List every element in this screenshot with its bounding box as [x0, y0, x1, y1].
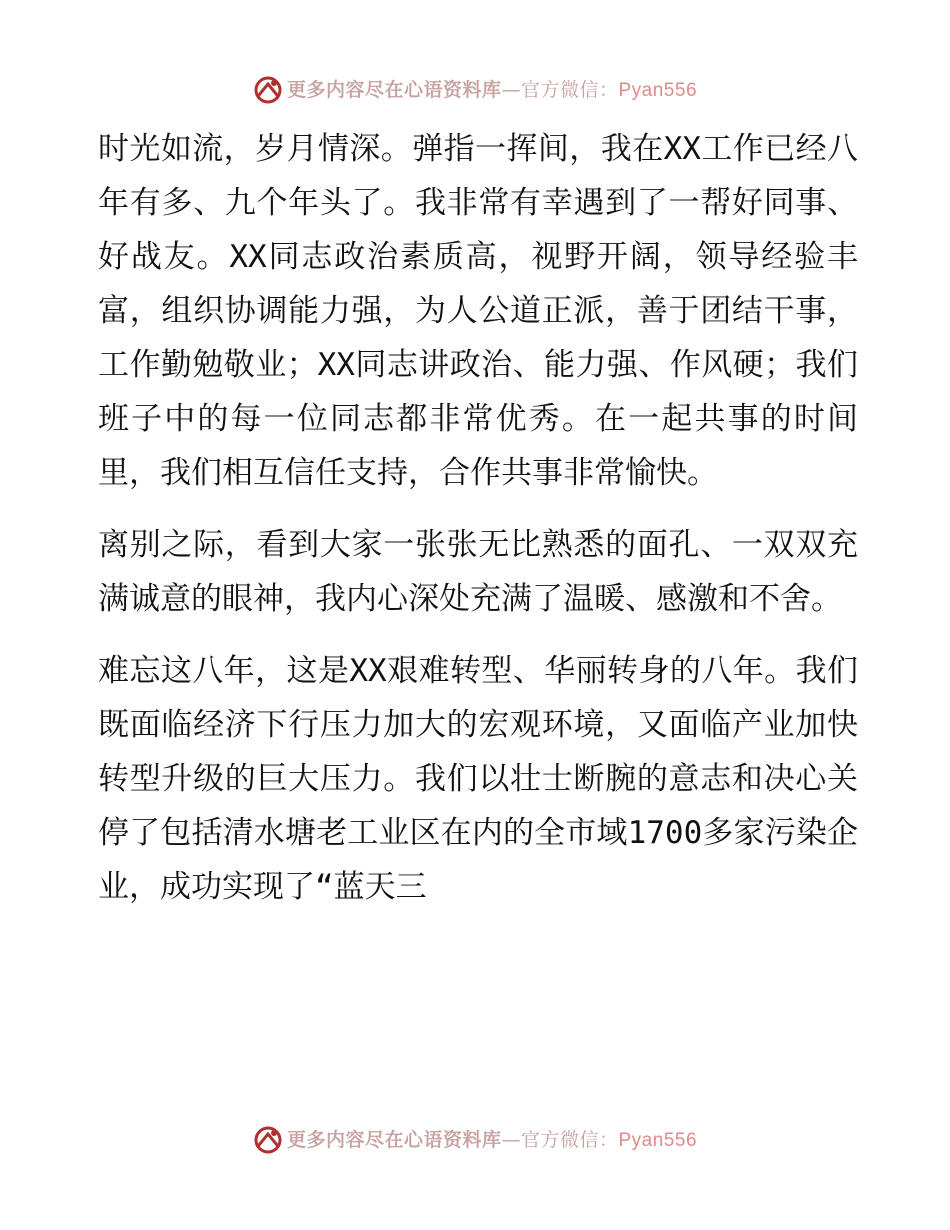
paragraph-1: 时光如流，岁月情深。弹指一挥间，我在XX工作已经八年有多、九个年头了。我非常有幸遇到了一帮好同事、好战友。XX同志政治素质高，视野开阔，领导经验丰富，组织协调能力强，为人公道正派，善于团结干事，工作勤勉敬业；XX同志讲政治、能力强、作风硬；我们班子中的每一位同志都非常优秀。在一起共事的时间里，我们相互信任支持，合作共事非常愉快。 [98, 131, 858, 491]
paragraph-2: 离别之际，看到大家一张张无比熟悉的面孔、一双双充满诚意的眼神，我内心深处充满了温暖、感激和不舍。 [98, 527, 858, 617]
header-banner [0, 70, 950, 110]
header-banner-text [287, 78, 697, 103]
footer-banner [0, 1120, 950, 1160]
footer-banner-main: 更多内容尽在心语资料库 [286, 1128, 502, 1151]
header-banner-wechat-label: 官方微信： [520, 78, 619, 101]
footer-banner-text [287, 1128, 697, 1153]
header-banner-separator: — [501, 78, 521, 101]
brand-logo-icon [253, 1125, 283, 1155]
footer-banner-separator: — [501, 1128, 521, 1151]
paragraph-3: 难忘这八年，这是XX艰难转型、华丽转身的八年。我们既面临经济下行压力加大的宏观环境，又面临产业加快转型升级的巨大压力。我们以壮士断腕的意志和决心关停了包括清水塘老工业区在内的全市域1700多家污染企业，成功实现了“蓝天三 [98, 653, 858, 905]
document-body [98, 122, 858, 932]
header-banner-wechat-id: Pyan556 [618, 79, 698, 101]
footer-banner-wechat-label: 官方微信： [520, 1128, 619, 1151]
brand-logo-icon [253, 75, 283, 105]
header-banner-main: 更多内容尽在心语资料库 [286, 78, 502, 101]
footer-banner-wechat-id: Pyan556 [618, 1129, 698, 1151]
